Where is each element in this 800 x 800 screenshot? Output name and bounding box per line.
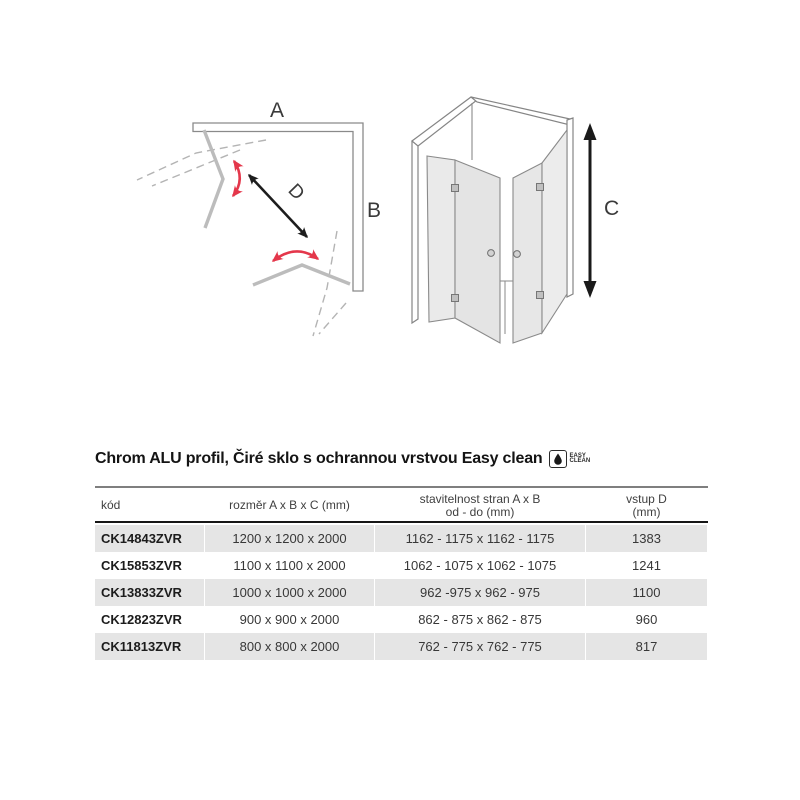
cell-rozmer: 800 x 800 x 2000: [205, 633, 374, 660]
top-frame-right-rail: [471, 97, 570, 125]
cell-stavitelnost: 962 -975 x 962 - 975: [375, 579, 585, 606]
folding-door-left: [204, 130, 223, 228]
hinge-icon: [452, 295, 459, 302]
label-dimension-b: B: [366, 199, 382, 222]
title-divider: [95, 486, 708, 488]
col-header-kod: kód: [101, 498, 121, 512]
col-header-stavitelnost: stavitelnost stran A x B od - do (mm): [419, 491, 541, 519]
cell-rozmer: 1000 x 1000 x 2000: [205, 579, 374, 606]
table-header: [95, 491, 708, 520]
label-dimension-c: C: [604, 197, 620, 220]
header-divider: [95, 521, 708, 523]
cell-kod: CK12823ZVR: [101, 612, 182, 627]
table-row: [95, 579, 708, 606]
table-row: [95, 552, 708, 579]
glass-panel-4: [542, 130, 567, 333]
label-dimension-a: A: [269, 99, 285, 122]
plan-view-diagram: [137, 99, 381, 336]
folding-door-bottom: [253, 265, 350, 285]
cell-rozmer: 900 x 900 x 2000: [239, 612, 340, 627]
height-arrow-c-icon: [584, 123, 597, 298]
cell-vstup: 1241: [632, 558, 661, 573]
cell-kod: CK15853ZVR: [101, 558, 182, 573]
door-ghost-dashed-lines: [137, 140, 346, 336]
cell-stavitelnost: 862 - 875 x 862 - 875: [418, 612, 542, 627]
cell-kod: CK11813ZVR: [95, 633, 204, 660]
easy-clean-badge: [549, 450, 590, 468]
cell-kod: CK14843ZVR: [95, 525, 204, 552]
col-header-rozmer: rozměr A x B x C (mm): [229, 498, 350, 512]
cell-vstup: 1100: [586, 579, 707, 606]
door-knob-icon: [514, 251, 521, 258]
cell-rozmer: 1200 x 1200 x 2000: [205, 525, 374, 552]
perspective-diagram: [412, 97, 619, 343]
hinge-icon: [537, 292, 544, 299]
glass-door-panels: [427, 130, 567, 343]
cell-rozmer: 1100 x 1100 x 2000: [233, 558, 346, 573]
top-frame-left-rail: [412, 97, 477, 146]
table-body: [95, 525, 708, 660]
droplet-icon: [549, 450, 567, 468]
hinge-icon: [537, 184, 544, 191]
cell-kod: CK13833ZVR: [95, 579, 204, 606]
cell-vstup: 817: [586, 633, 707, 660]
cell-vstup: 960: [635, 612, 658, 627]
door-knob-icon: [488, 250, 495, 257]
hinge-icon: [452, 185, 459, 192]
cell-stavitelnost: 1162 - 1175 x 1162 - 1175: [375, 525, 585, 552]
cell-stavitelnost: 762 - 775 x 762 - 775: [375, 633, 585, 660]
sheet-title: Chrom ALU profil, Čiré sklo s ochrannou vrstvou Easy clean: [95, 450, 543, 467]
table-row: [95, 633, 708, 660]
swing-arc-bottom-icon: [273, 251, 318, 261]
table-row: [95, 606, 708, 633]
table-row: [95, 525, 708, 552]
cell-stavitelnost: 1062 - 1075 x 1062 - 1075: [403, 558, 557, 573]
swing-arc-left-icon: [233, 161, 240, 196]
glass-panel-1: [427, 156, 455, 322]
col-header-vstup: vstup D (mm): [626, 491, 667, 519]
easy-clean-label: EASY CLEAN: [569, 452, 591, 464]
label-dimension-d: D: [283, 179, 309, 205]
wall-profile-left: [412, 137, 418, 323]
wall-profile-right: [567, 118, 573, 297]
sheet-title-row: [95, 450, 590, 468]
cell-vstup: 1383: [586, 525, 707, 552]
